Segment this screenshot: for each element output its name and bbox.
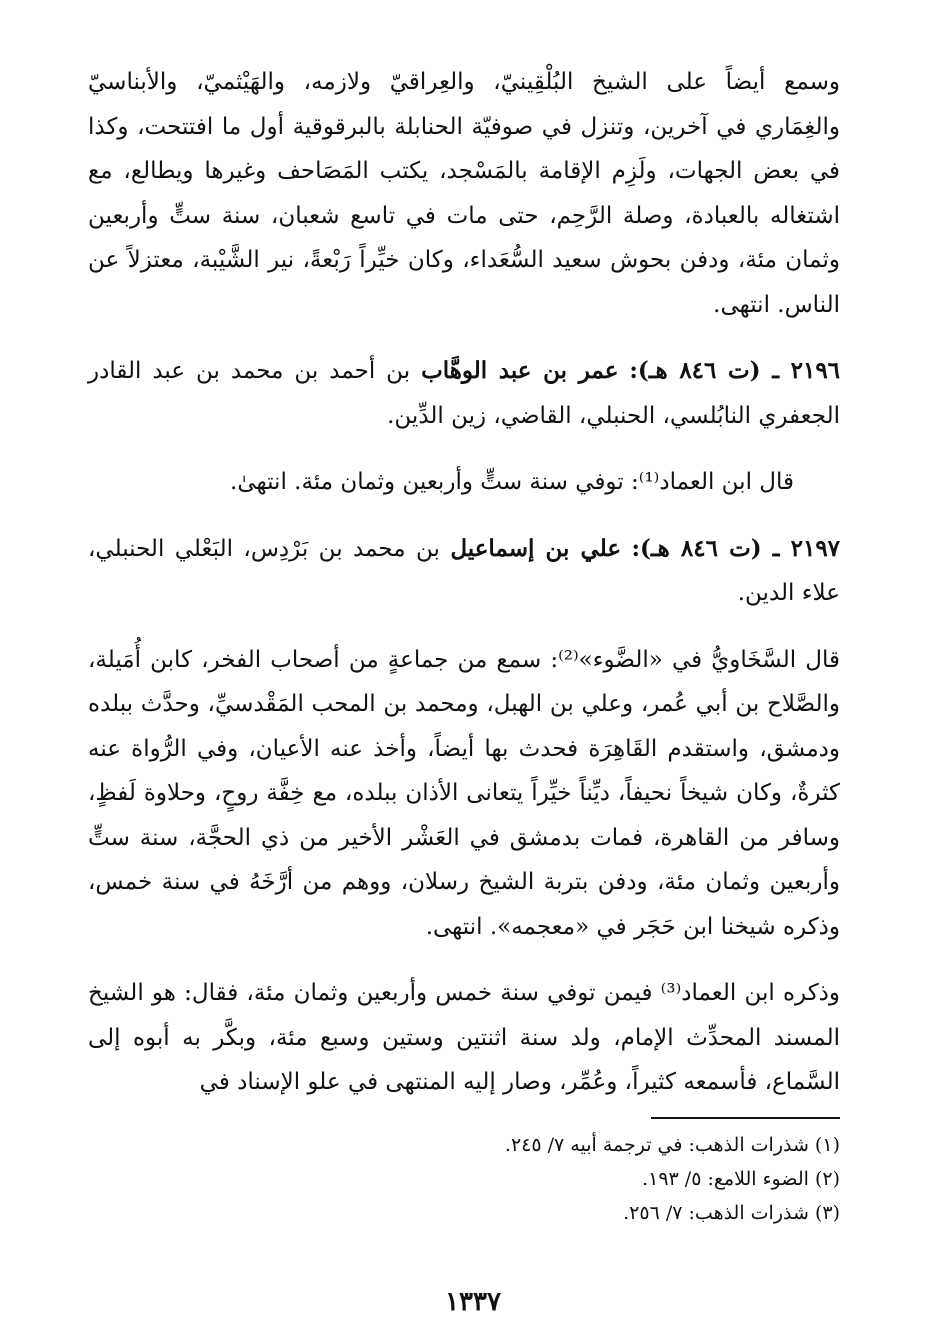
entry-name: علي بن إسماعيل	[450, 534, 622, 562]
entry-number: ٢١٩٧ ـ (ت ٨٤٦ هـ):	[631, 534, 841, 562]
entry-name: عمر بن عبد الوهَّاب	[421, 357, 619, 384]
footnote-divider	[651, 1117, 840, 1119]
paragraph-sakhawi-quote: قال السَّخَاويُّ في «الضَّوء»⁽²⁾: سمع من جماعةٍ من أصحاب الفخر، كابن أُمَيلة، والصَّلاح بن أبي عُمر، وعلي بن الهبل، ومحمد بن المحب المَقْدسيِّ، وحدَّث ببلده ودمشق، واستقدم القَاهِرَة فحدث بها أيضاً، وأخذ عنه الأعيان، وفي الرُّواة عنه كثرةٌ، وكان شيخاً نحيفاً، ديِّناً خيِّراً يتعانى الأذان ببلده، مع خِفَّة روحٍ، وحلاوة لَفظٍ، وسافر من القاهرة، فمات بدمشق في العَشْر الأخير من ذي الحجَّة، سنة ستٍّ وأربعين وثمان مئة، ودفن بتربة الشيخ رسلان، ووهم من أرَّخَهُ في سنة خمس، وذكره شيخنا ابن حَجَر في «معجمه». انتهى.	[88, 646, 840, 940]
page-number: ١٣٣٧	[445, 1287, 501, 1317]
footnote-1: (١) شذرات الذهب: في ترجمة أبيه ٧/ ٢٤٥.	[504, 1134, 840, 1156]
paragraph-biography-continuation: وسمع أيضاً على الشيخ البُلْقِينيّ، والعِراقيّ ولازمه، والهَيْثميّ، والأبناسيّ والغِمَاري في آخرين، وتنزل في صوفيّة الحنابلة بالبرقوقية أول ما افتتحت، وكذا في بعض الجهات، ولَزِم الإقامة بالمَسْجد، يكتب المَصَاحف وغيرها ويطالع، مع اشتغاله بالعبادة، وصلة الرَّحِم، حتى مات في تاسع شعبان، سنة ستٍّ وأربعين وثمان مئة، ودفن بحوش سعيد السُّعَداء، وكان خيِّراً رَبْعةً، نير الشَّيْبة، معتزلاً عن الناس. انتهى.	[88, 69, 840, 318]
footnotes	[300, 1128, 840, 1230]
entry-2197	[88, 527, 840, 616]
page-body	[88, 60, 840, 1105]
footnote-2: (٢) الضوء اللامع: ٥/ ١٩٣.	[642, 1168, 840, 1190]
paragraph-ibn-imad-quote: قال ابن العماد⁽¹⁾: توفي سنة ستٍّ وأربعين وثمان مئة. انتهىٰ.	[230, 469, 794, 495]
footnote-3: (٣) شذرات الذهب: ٧/ ٢٥٦.	[623, 1202, 840, 1224]
entry-number: ٢١٩٦ ـ (ت ٨٤٦ هـ):	[629, 357, 841, 384]
entry-lineage: بن أحمد بن محمد بن عبد القادر الجعفري النابُلسي، الحنبلي، القاضي، زين الدِّين.	[88, 358, 840, 429]
paragraph-ibn-imad-mention: وذكره ابن العماد⁽³⁾ فيمن توفي سنة خمس وأربعين وثمان مئة، فقال: هو الشيخ المسند المحدِّث الإمام، ولد سنة اثنتين وستين وسبع مئة، وبكَّر به أبوه إلى السَّماع، فأسمعه كثيراً، وعُمِّر، وصار إليه المنتهى في علو الإسناد في	[88, 980, 840, 1095]
entry-2196	[88, 349, 840, 438]
entry-lineage: بن محمد بن بَرْدِس، البَعْلي الحنبلي، علاء الدين.	[88, 535, 840, 606]
